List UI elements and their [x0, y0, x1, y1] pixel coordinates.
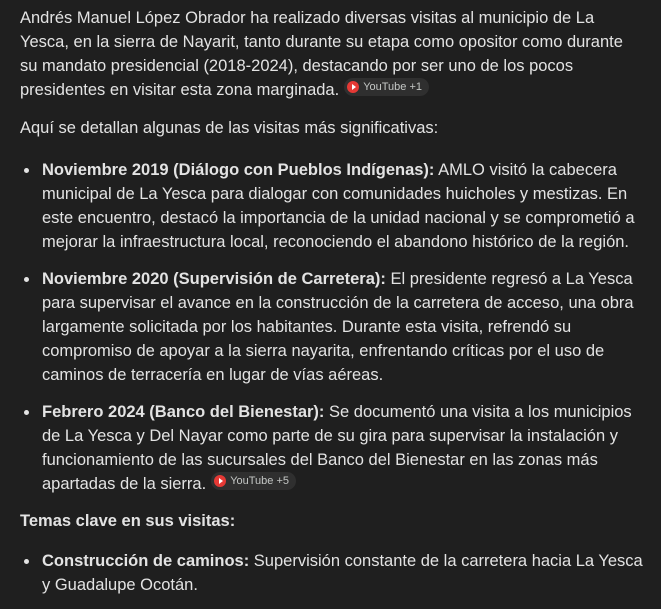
youtube-icon: [214, 475, 226, 487]
list-item-title: Febrero 2024 (Banco del Bienestar):: [42, 403, 325, 421]
youtube-icon: [347, 81, 359, 93]
source-chip-youtube[interactable]: [344, 78, 429, 96]
source-chip-youtube[interactable]: [211, 472, 296, 490]
list-item: [20, 267, 643, 387]
themes-list: [20, 549, 643, 597]
list-item: [20, 549, 643, 597]
list-item: [20, 400, 643, 496]
list-item-text: AMLO visitó la cabecera municipal de La Yesca para dialogar con comunidades huicholes y mestizas. En este encuentro, destacó la importancia de la unidad nacional y se comprometió a mejorar la infraestructura local, reconociendo el abandono histórico de la región.: [42, 161, 635, 251]
list-item: [20, 158, 643, 254]
section-heading: Temas clave en sus visitas:: [20, 512, 236, 530]
list-item-title: Noviembre 2019 (Diálogo con Pueblos Indígenas):: [42, 161, 435, 179]
source-chip-label: YouTube +5: [230, 475, 290, 487]
intro-paragraph: [20, 6, 643, 102]
list-item-title: Construcción de caminos:: [42, 552, 250, 570]
list-item-title: Noviembre 2020 (Supervisión de Carretera):: [42, 270, 386, 288]
list-item-text: Supervisión constante de la carretera hacia La Yesca y Guadalupe Ocotán.: [42, 552, 643, 594]
lead-paragraph: Aquí se detallan algunas de las visitas más significativas:: [20, 119, 439, 137]
list-item-text: El presidente regresó a La Yesca para supervisar el avance en la construcción de la carretera de acceso, una obra largamente solicitada por los habitantes. Durante esta visita, refrendó su compromiso de apoyar a la sierra nayarita, enfrentando críticas por el uso de caminos de terracería en lugar de vías aéreas.: [42, 270, 634, 384]
source-chip-label: YouTube +1: [363, 81, 423, 93]
visits-list: [20, 158, 643, 496]
list-item-text: Se documentó una visita a los municipios de La Yesca y Del Nayar como parte de su gira para supervisar la instalación y funcionamiento de las sucursales del Banco del Bienestar en las zonas más apartadas de la sierra.: [42, 403, 632, 493]
intro-text: Andrés Manuel López Obrador ha realizado diversas visitas al municipio de La Yesca, en la sierra de Nayarit, tanto durante su etapa como opositor como durante su mandato presidencial (2018-2024), destacando por ser uno de los pocos presidentes en visitar esta zona marginada.: [20, 9, 623, 99]
